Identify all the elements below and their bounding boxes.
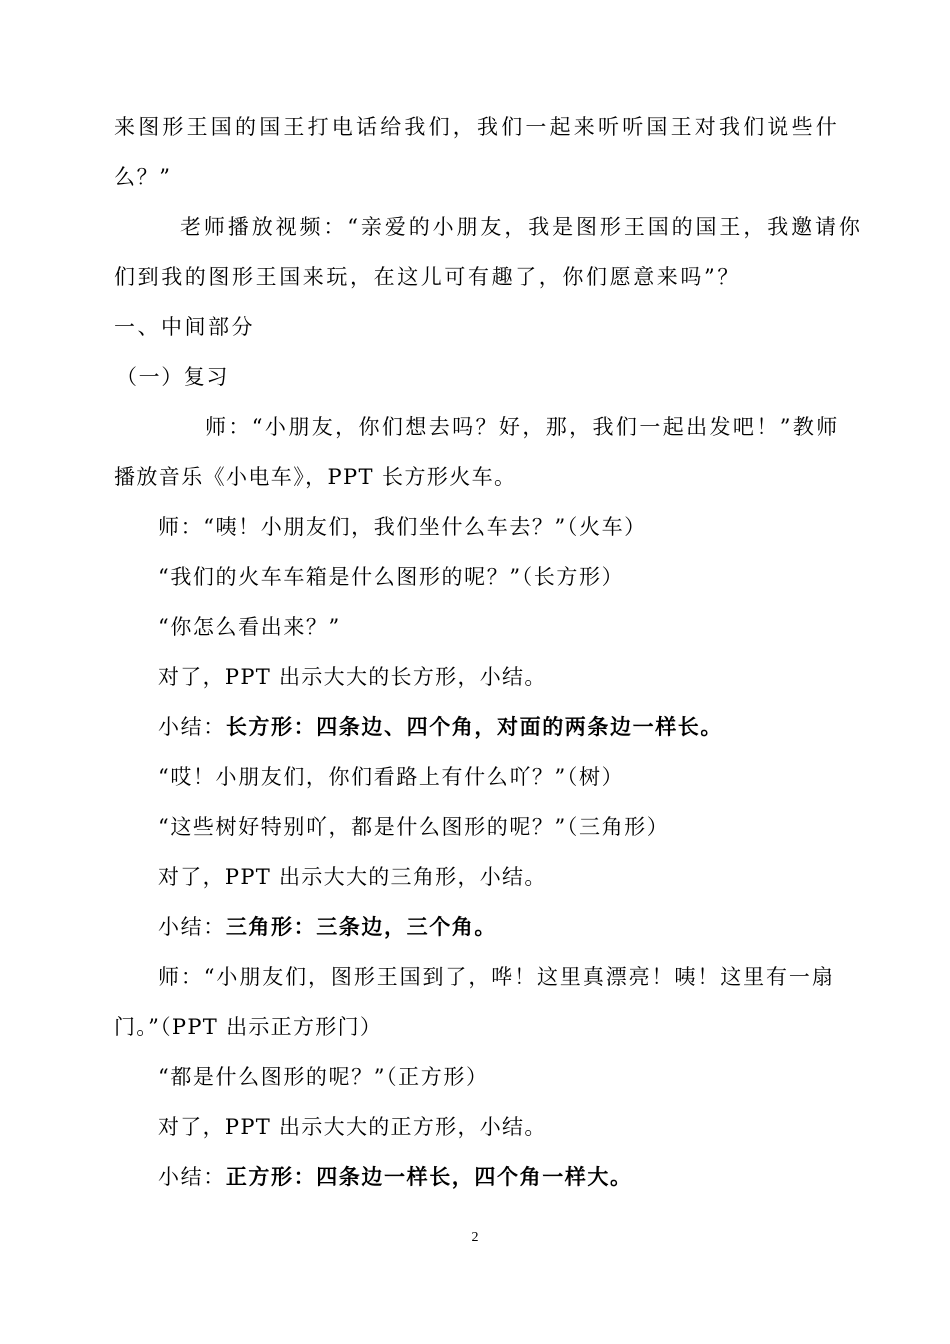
paragraph-line: “你怎么看出来？” <box>158 615 341 639</box>
paragraph-line: 对了，PPT 出示大大的长方形，小结。 <box>158 665 547 689</box>
section-heading: 一、中间部分 <box>114 315 255 339</box>
paragraph-line: “都是什么图形的呢？”（正方形） <box>158 1065 489 1089</box>
paragraph-line: 老师播放视频：“亲爱的小朋友，我是图形王国的国王，我邀请你 <box>180 215 863 239</box>
paragraph-line: “这些树好特别吖，都是什么图形的呢？”（三角形） <box>158 815 670 839</box>
summary-square <box>158 1162 633 1192</box>
paragraph-line: 么？” <box>114 165 172 189</box>
paragraph-line: 门。”（PPT 出示正方形门） <box>114 1015 383 1039</box>
summary-rectangle <box>158 712 723 742</box>
paragraph-line: 师：“咦！小朋友们，我们坐什么车去？”（火车） <box>158 515 647 539</box>
paragraph-line: “我们的火车车箱是什么图形的呢？”（长方形） <box>158 565 625 589</box>
paragraph-line: 对了，PPT 出示大大的正方形，小结。 <box>158 1115 547 1139</box>
summary-text: 正方形：四条边一样长，四个角一样大。 <box>225 1164 633 1189</box>
paragraph-line: 师：“小朋友们，图形王国到了，哗！这里真漂亮！咦！这里有一扇 <box>158 965 835 989</box>
summary-text: 三角形：三条边，三个角。 <box>225 914 498 939</box>
summary-triangle <box>158 912 497 942</box>
paragraph-line: “哎！小朋友们，你们看路上有什么吖？”（树） <box>158 765 625 789</box>
summary-label: 小结： <box>158 1165 226 1189</box>
paragraph-line: 来图形王国的国王打电话给我们，我们一起来听听国王对我们说些什 <box>114 115 840 139</box>
summary-text: 长方形：四条边、四个角，对面的两条边一样长。 <box>225 714 724 739</box>
subsection-heading: （一）复习 <box>116 365 229 389</box>
paragraph-line: 们到我的图形王国来玩，在这儿可有趣了，你们愿意来吗”？ <box>114 265 741 289</box>
summary-label: 小结： <box>158 715 226 739</box>
paragraph-line: 师：“小朋友，你们想去吗？好，那，我们一起出发吧！”教师 <box>205 415 840 439</box>
page-number: 2 <box>471 1230 479 1245</box>
paragraph-line: 播放音乐《小电车》，PPT 长方形火车。 <box>114 465 517 489</box>
summary-label: 小结： <box>158 915 226 939</box>
paragraph-line: 对了，PPT 出示大大的三角形，小结。 <box>158 865 547 889</box>
